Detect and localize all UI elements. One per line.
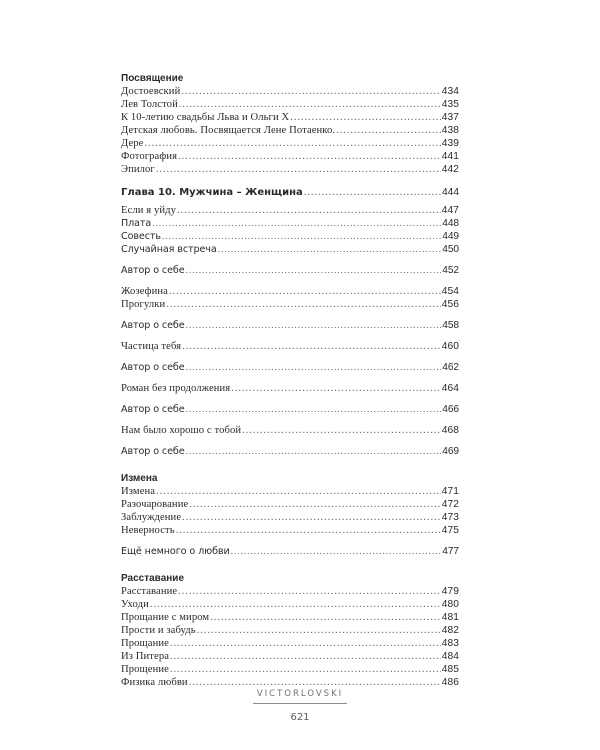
dot-leader xyxy=(197,624,441,637)
toc-entry-page: 439 xyxy=(441,138,459,149)
toc-entry-page: 458 xyxy=(442,320,459,331)
toc-entry[interactable] xyxy=(121,650,459,663)
dot-leader xyxy=(231,382,440,395)
toc-entry-page: 477 xyxy=(442,546,459,557)
toc-entry-title: Прости и забудь xyxy=(121,625,196,636)
toc-entry[interactable] xyxy=(121,445,459,458)
toc-entry[interactable] xyxy=(121,676,459,689)
toc-entry-title: Разочарование xyxy=(121,499,189,510)
toc-entry[interactable] xyxy=(121,264,459,277)
dot-leader xyxy=(304,186,441,199)
dot-leader xyxy=(150,598,441,611)
dot-leader xyxy=(178,150,441,163)
dot-leader xyxy=(176,524,441,537)
toc-entry[interactable] xyxy=(121,511,459,524)
toc-entry-page: 483 xyxy=(441,638,459,649)
toc-entry-title: Фотография xyxy=(121,151,178,162)
toc-entry-page: 479 xyxy=(441,586,459,597)
toc-entry-title: Случайная встреча xyxy=(121,244,217,255)
footer-divider xyxy=(253,703,347,704)
section-heading-betrayal: Измена xyxy=(121,473,158,484)
dot-leader xyxy=(181,85,440,98)
toc-entry-title: Прощение xyxy=(121,664,169,675)
toc-entry-page: 468 xyxy=(441,425,459,436)
toc-entry[interactable] xyxy=(121,585,459,598)
toc-entry-page: 442 xyxy=(441,164,459,175)
toc-entry-page: 452 xyxy=(442,265,459,276)
toc-entry-title: Автор о себе xyxy=(121,265,185,276)
toc-entry[interactable] xyxy=(121,137,459,150)
toc-entry-page: 456 xyxy=(441,299,459,310)
toc-entry[interactable] xyxy=(121,382,459,395)
dot-leader xyxy=(170,650,441,663)
dot-leader xyxy=(182,340,441,353)
dot-leader xyxy=(186,445,442,458)
toc-entry[interactable] xyxy=(121,230,459,243)
dot-leader xyxy=(218,243,442,256)
toc-entry[interactable] xyxy=(121,298,459,311)
toc-entry-page: 441 xyxy=(441,151,459,162)
toc-entry-page: 469 xyxy=(442,446,459,457)
toc-entry[interactable] xyxy=(121,498,459,511)
toc-entry[interactable] xyxy=(121,98,459,111)
toc-entry-title: Частица тебя xyxy=(121,341,182,352)
toc-entry-page: 464 xyxy=(441,383,459,394)
toc-entry-title: Физика любви xyxy=(121,677,188,688)
dot-leader xyxy=(336,124,441,137)
toc-entry-page: 450 xyxy=(442,244,459,255)
dot-leader xyxy=(156,163,441,176)
toc-entry-title: Автор о себе xyxy=(121,320,185,331)
toc-entry-page: 480 xyxy=(441,599,459,610)
toc-entry[interactable] xyxy=(121,637,459,650)
toc-entry-page: 472 xyxy=(441,499,459,510)
dot-leader xyxy=(170,663,441,676)
toc-entry-page: 447 xyxy=(441,205,459,216)
toc-entry-page: 471 xyxy=(441,486,459,497)
dot-leader xyxy=(179,98,441,111)
toc-entry[interactable] xyxy=(121,319,459,332)
toc-entry-page: 486 xyxy=(441,677,459,688)
toc-entry[interactable] xyxy=(121,598,459,611)
table-of-contents xyxy=(121,72,459,689)
toc-entry-title: К 10-летию свадьбы Льва и Ольги Х xyxy=(121,112,290,123)
toc-entry-page: 482 xyxy=(441,625,459,636)
toc-entry-title: Уходи xyxy=(121,599,149,610)
toc-entry[interactable] xyxy=(121,545,459,558)
toc-entry-page: 466 xyxy=(442,404,459,415)
dot-leader xyxy=(166,298,440,311)
dot-leader xyxy=(182,511,441,524)
toc-entry-title: Плата xyxy=(121,218,152,229)
toc-entry[interactable] xyxy=(121,403,459,416)
toc-entry-title: Расставание xyxy=(121,586,178,597)
toc-entry-title: Ещё немного о любви xyxy=(121,546,230,557)
toc-entry[interactable] xyxy=(121,524,459,537)
toc-entry[interactable] xyxy=(121,485,459,498)
dot-leader xyxy=(178,585,441,598)
chapter-heading[interactable] xyxy=(121,186,459,199)
dot-leader xyxy=(231,545,442,558)
toc-entry-page: 481 xyxy=(441,612,459,623)
toc-entry-title: Роман без продолжения xyxy=(121,383,231,394)
toc-entry-page: 449 xyxy=(442,231,459,242)
toc-entry-title: Прощание xyxy=(121,638,169,649)
toc-entry-page: 485 xyxy=(441,664,459,675)
toc-entry-page: 462 xyxy=(442,362,459,373)
toc-entry-title: Измена xyxy=(121,486,156,497)
toc-entry-page: 460 xyxy=(441,341,459,352)
toc-entry-title: Нам было хорошо с тобой xyxy=(121,425,242,436)
toc-entry[interactable] xyxy=(121,163,459,176)
dot-leader xyxy=(186,319,442,332)
toc-entry[interactable] xyxy=(121,124,459,137)
toc-entry[interactable] xyxy=(121,340,459,353)
dot-leader xyxy=(186,403,442,416)
dot-leader xyxy=(189,676,441,689)
toc-entry-title: Прогулки xyxy=(121,299,166,310)
toc-entry-title: Автор о себе xyxy=(121,404,185,415)
toc-entry-page: 437 xyxy=(441,112,459,123)
toc-entry[interactable] xyxy=(121,243,459,256)
toc-entry-page: 434 xyxy=(441,86,459,97)
dot-leader xyxy=(169,285,441,298)
toc-entry-title: Прощание с миром xyxy=(121,612,210,623)
toc-entry-title: Дере xyxy=(121,138,144,149)
dot-leader xyxy=(186,361,442,374)
dot-leader xyxy=(170,637,441,650)
toc-entry-title: Эпилог xyxy=(121,164,155,175)
toc-entry-page: 438 xyxy=(441,125,459,136)
brand-logo: VICTORLOVSKI xyxy=(256,689,344,699)
toc-entry-title: Достоевский xyxy=(121,86,181,97)
toc-entry-page: 484 xyxy=(441,651,459,662)
toc-entry[interactable] xyxy=(121,624,459,637)
dot-leader xyxy=(210,611,440,624)
toc-entry[interactable] xyxy=(121,217,459,230)
dot-leader xyxy=(162,230,441,243)
toc-entry-page: 448 xyxy=(442,218,459,229)
toc-entry[interactable] xyxy=(121,111,459,124)
dot-leader xyxy=(290,111,440,124)
toc-entry-title: Автор о себе xyxy=(121,446,185,457)
dot-leader xyxy=(186,264,442,277)
page-number: 621 xyxy=(290,712,310,723)
toc-entry[interactable] xyxy=(121,611,459,624)
chapter-page: 444 xyxy=(442,187,459,198)
toc-entry-title: Детская любовь. Посвящается Лене Потаенко. xyxy=(121,125,336,136)
dot-leader xyxy=(177,204,441,217)
toc-entry[interactable] xyxy=(121,361,459,374)
dot-leader xyxy=(189,498,440,511)
toc-entry-title: Автор о себе xyxy=(121,362,185,373)
toc-entry[interactable] xyxy=(121,424,459,437)
toc-entry-page: 475 xyxy=(441,525,459,536)
toc-entry-title: Совесть xyxy=(121,231,161,242)
dot-leader xyxy=(156,485,441,498)
toc-entry[interactable] xyxy=(121,285,459,298)
dot-leader xyxy=(144,137,440,150)
chapter-title: Глава 10. Мужчина – Женщина xyxy=(121,187,303,198)
toc-entry[interactable] xyxy=(121,204,459,217)
toc-entry[interactable] xyxy=(121,150,459,163)
section-heading-dedication: Посвящение xyxy=(121,73,184,84)
dot-leader xyxy=(242,424,441,437)
toc-entry[interactable] xyxy=(121,85,459,98)
toc-entry[interactable] xyxy=(121,663,459,676)
toc-entry-page: 473 xyxy=(441,512,459,523)
toc-entry-title: Если я уйду xyxy=(121,205,177,216)
toc-entry-title: Лев Толстой xyxy=(121,99,178,110)
dot-leader xyxy=(152,217,441,230)
toc-entry-title: Жозефина xyxy=(121,286,168,297)
section-heading-parting: Расставание xyxy=(121,573,185,584)
toc-entry-page: 435 xyxy=(441,99,459,110)
toc-entry-title: Заблуждение xyxy=(121,512,182,523)
toc-entry-page: 454 xyxy=(441,286,459,297)
toc-entry-title: Из Питера xyxy=(121,651,170,662)
toc-entry-title: Неверность xyxy=(121,525,175,536)
